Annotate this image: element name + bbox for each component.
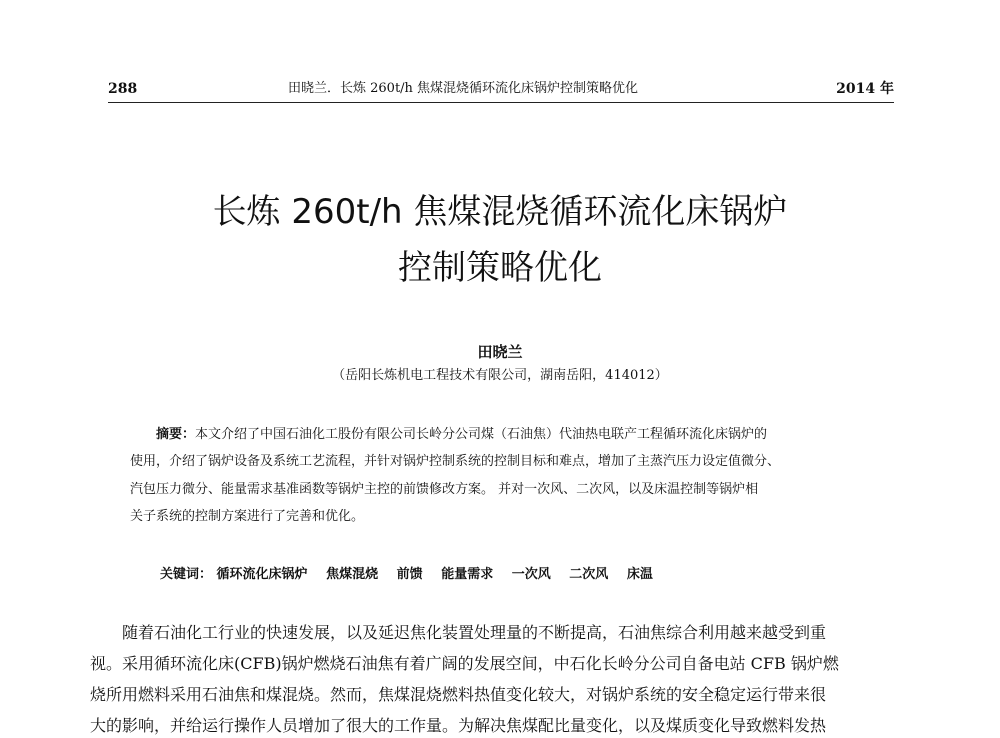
paper-title-line-1: 长炼 260t/h 焦煤混烧循环流化床锅炉 bbox=[212, 192, 788, 232]
keywords bbox=[160, 566, 667, 584]
body-text-line-1: 随着石油化工行业的快速发展，以及延迟焦化装置处理量的不断提高，石油焦综合利用越来越受到重 bbox=[122, 623, 827, 642]
body-text-line-3: 烧所用燃料采用石油焦和煤混烧。然而，焦煤混烧燃料热值变化较大，对锅炉系统的安全稳定运行带来很 bbox=[90, 685, 827, 704]
abstract-line-3: 汽包压力微分、能量需求基准函数等锅炉主控的前馈修改方案。 并对一次风、二次风，以及床温控制等锅炉相 bbox=[130, 482, 759, 497]
body-text-line-4: 大的影响，并给运行操作人员增加了很大的工作量。为解决焦煤配比量变化，以及煤质变化导致燃料发热 bbox=[90, 716, 827, 735]
abstract-line-2: 使用，介绍了锅炉设备及系统工艺流程，并针对锅炉控制系统的控制目标和难点，增加了主蒸汽压力设定值微分、 bbox=[130, 454, 781, 469]
keyword: 循环流化床锅炉 bbox=[216, 567, 308, 582]
body-text-line-2: 视。采用循环流化床(CFB)锅炉燃烧石油焦有着广阔的发展空间，中石化长岭分公司自备电站 CFB 锅炉燃 bbox=[90, 654, 839, 673]
abstract-label: 摘要： bbox=[156, 427, 196, 442]
abstract-line-4: 关子系统的控制方案进行了完善和优化。 bbox=[130, 509, 365, 524]
page-number: 288 bbox=[108, 81, 138, 97]
keyword: 能量需求 bbox=[441, 567, 494, 582]
running-header bbox=[108, 76, 894, 103]
paper-title-line-2: 控制策略优化 bbox=[398, 248, 602, 288]
abstract-line-1 bbox=[156, 426, 916, 444]
keyword: 前馈 bbox=[396, 567, 423, 582]
author-name: 田晓兰 bbox=[477, 343, 523, 361]
keyword: 焦煤混烧 bbox=[326, 567, 379, 582]
running-title: 田晓兰．长炼 260t/h 焦煤混烧循环流化床锅炉控制策略优化 bbox=[288, 81, 639, 96]
keyword: 一次风 bbox=[511, 567, 551, 582]
abstract-text-1: 本文介绍了中国石油化工股份有限公司长岭分公司煤（石油焦）代油热电联产工程循环流化床锅炉的 bbox=[195, 427, 768, 442]
keyword: 二次风 bbox=[569, 567, 609, 582]
keywords-label: 关键词： bbox=[160, 567, 213, 582]
header-year: 2014 年 bbox=[836, 81, 894, 97]
keyword: 床温 bbox=[626, 567, 653, 582]
author-affiliation: （岳阳长炼机电工程技术有限公司，湖南岳阳，414012） bbox=[332, 368, 668, 383]
